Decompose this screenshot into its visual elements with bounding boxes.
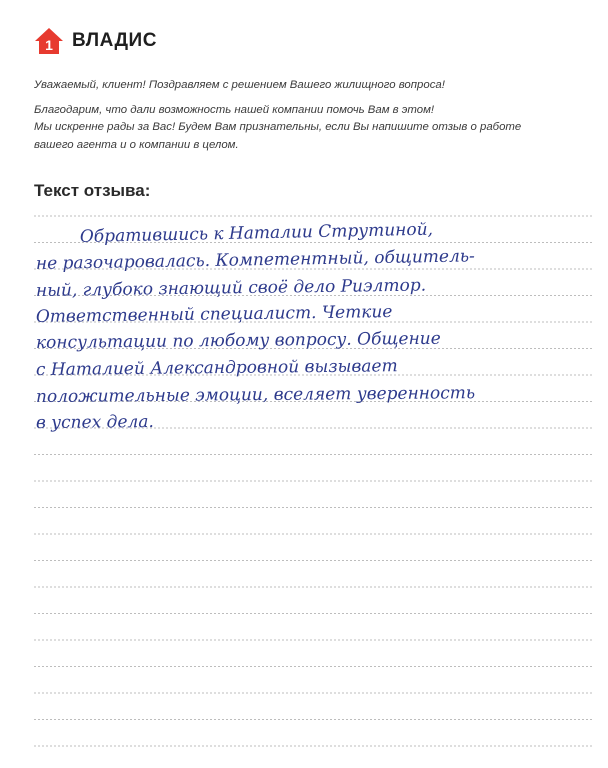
intro-line-1: Уважаемый, клиент! Поздравляем с решением Вашего жилищного вопроса! xyxy=(34,79,445,91)
intro-line-3: Мы искренне рады за Вас! Будем Вам признательны, если Вы напишите отзыв о работе xyxy=(34,121,522,133)
house-logo-icon xyxy=(34,26,64,56)
handwritten-review xyxy=(34,212,594,452)
review-line-4: Ответственный специалист. Четкие xyxy=(35,302,393,327)
review-line-8: в успех дела. xyxy=(35,411,154,433)
review-line-2: не разочаровалась. Компетентный, общитель- xyxy=(35,246,475,274)
intro-line-4: вашего агента и о компании в целом. xyxy=(34,138,239,151)
intro-line-2: Благодарим, что дали возможность нашей компании помочь Вам в этом! xyxy=(34,103,435,116)
review-section-title: Текст отзыва: xyxy=(34,181,151,200)
logo-badge-number: 1 xyxy=(45,37,53,53)
intro-text xyxy=(34,77,584,154)
review-line-1: Обратившись к Наталии Струтиной, xyxy=(79,219,434,247)
review-line-7: положительные эмоции, вселяет уверенность xyxy=(35,383,476,407)
review-line-3: ный, глубоко знающий своё дело Риэлтор. xyxy=(35,275,427,301)
brand-name: ВЛАДИС xyxy=(72,30,157,51)
review-line-6: с Наталией Александровной вызывает xyxy=(35,356,398,380)
brand-header xyxy=(34,26,157,56)
review-line-5: консультации по любому вопросу. Общение xyxy=(35,328,441,353)
